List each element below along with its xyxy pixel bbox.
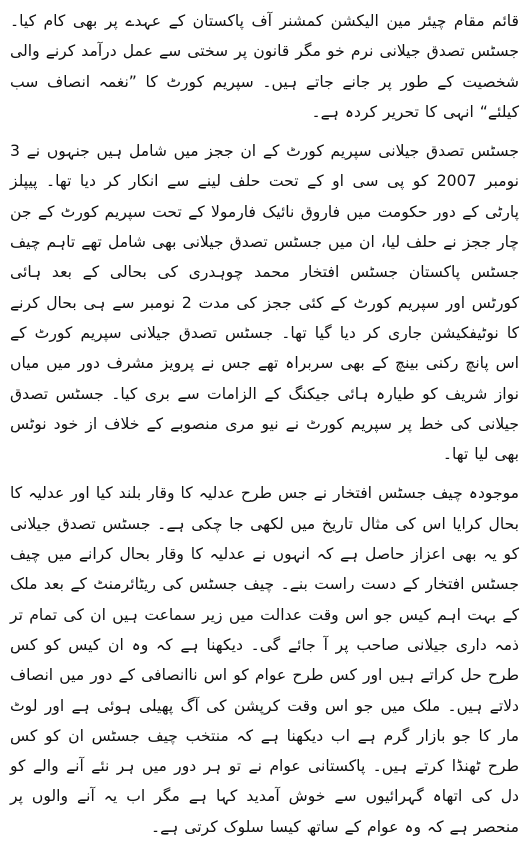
paragraph-judiciary-outlook: موجودہ چیف جسٹس افتخار نے جس طرح عدلیہ کا وقار بلند کیا اور عدلیہ کا بحال کرایا اس کی مثال تاریخ میں لکھی جا چکی ہے۔ جسٹس تصدق جیلانی کو یہ بھی اعزاز حاصل ہے کہ انہوں نے عدلیہ کا وقار بحال کرانے میں چیف جسٹس افتخار کے دست راست بنے۔ چیف جسٹس کی ریٹائرمنٹ کے بعد ملک کے بہت اہم کیس جو اس وقت عدالت میں زیر سماعت ہیں ان کی تمام تر ذمہ داری جیلانی صاحب پر آ جائے گی۔ دیکھنا ہے کہ وہ ان کیس کو کس طرح حل کراتے ہیں اور کس طرح عوام کو اس ناانصافی کے دور میں انصاف دلاتے ہیں۔ ملک میں جو اس وقت کرپشن کی آگ پھیلی ہوئی ہے اور لوٹ مار کا جو بازار گرم ہے اب دیکھنا ہے کہ منتخب چیف جسٹس ان کو کس طرح ٹھنڈا کرتے ہیں۔ پاکستانی عوام نے تو ہر دور میں ہر نئے آنے والے کو دل کی اتھاہ گہرائیوں سے خوش آمدید کہا ہے مگر اب یہ آنے والوں پر منحصر ہے کہ وہ عوام کے ساتھ کیسا سلوک کرتی ہے۔	[10, 484, 519, 836]
paragraph-intro: قائم مقام چیئر مین الیکشن کمشنر آف پاکستان کے عہدے پر بھی کام کیا۔ جسٹس تصدق جیلانی نرم خو مگر قانون پر سختی سے عمل درآمد کرنے والی شخصیت کے طور پر جانے جاتے ہیں۔ سپریم کورٹ کا ”نغمہ انصاف سب کیلئے“ انہی کا تحریر کردہ ہے۔	[10, 12, 519, 121]
paragraph-pco-refusal: جسٹس تصدق جیلانی سپریم کورٹ کے ان ججز میں شامل ہیں جنہوں نے 3 نومبر 2007 کو پی سی او کے تحت حلف لینے سے انکار کر دیا تھا۔ پیپلز پارٹی کے دور حکومت میں فاروق نائیک فارمولا کے تحت سپریم کورٹ کے جن چار ججز نے حلف لیا، ان میں جسٹس تصدق جیلانی بھی شامل تھے تاہم چیف جسٹس پاکستان جسٹس افتخار محمد چوہدری کی بحالی کے بعد ہائی کورٹس اور سپریم کورٹ کے کئی ججز کی مدت 2 نومبر سے ہی بحال کرنے کا نوٹیفکیشن جاری کر دیا گیا تھا۔ جسٹس تصدق جیلانی سپریم کورٹ کے اس پانچ رکنی بینچ کے بھی سربراہ تھے جس نے پرویز مشرف دور میں میاں نواز شریف کو طیارہ ہائی جیکنگ کے الزامات سے بری کیا۔ جسٹس تصدق جیلانی کی خط پر سپریم کورٹ نے نیو مری منصوبے کے خلاف از خود نوٹس بھی لیا تھا۔	[10, 142, 520, 464]
